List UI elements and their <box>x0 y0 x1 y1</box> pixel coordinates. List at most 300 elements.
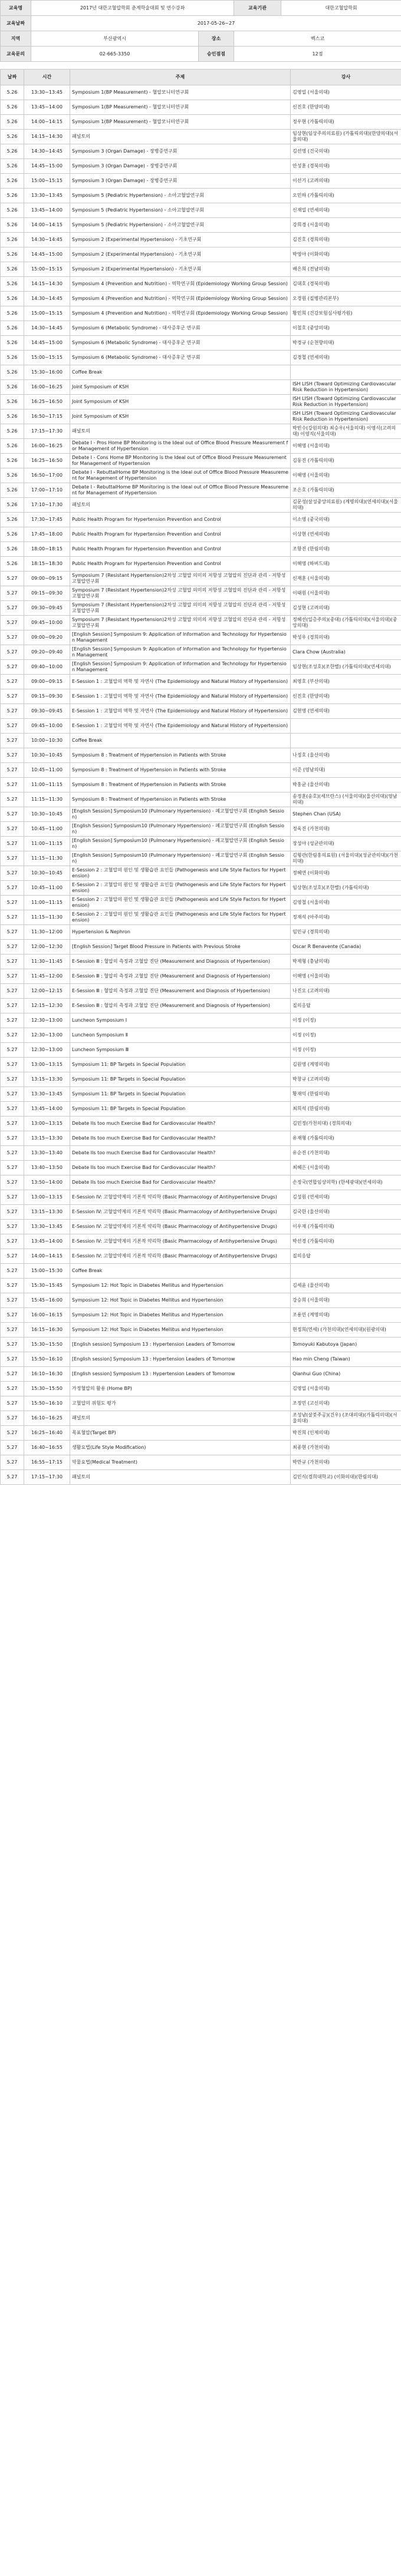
table-row <box>1 395 401 409</box>
table-row <box>1 851 401 866</box>
row-date: 5.27 <box>1 601 24 616</box>
table-row <box>1 1337 401 1352</box>
row-topic: E-Session 1 : 고혈압의 역학 및 자연사 (The Epidemiology and Natural History of Hypertension) <box>70 689 291 704</box>
table-row <box>1 189 401 203</box>
row-speaker: 신재일 (연세의대) <box>291 203 401 218</box>
row-date: 5.27 <box>1 792 24 807</box>
row-speaker: Clara Chow (Australia) <box>291 645 401 660</box>
table-row <box>1 1264 401 1279</box>
row-time: 13:15~13:30 <box>24 1131 70 1146</box>
row-topic: E-Session IV: 고혈압약제의 기본적 약리학 (Basic Pharmacology of Antihypertensive Drugs) <box>70 1205 291 1220</box>
row-date: 5.27 <box>1 1043 24 1058</box>
row-time: 16:15~16:30 <box>24 1323 70 1337</box>
row-date: 5.27 <box>1 837 24 851</box>
table-row <box>1 513 401 527</box>
table-row <box>1 85 401 100</box>
row-topic: Symposium 3 (Organ Damage) - 장병증연구회 <box>70 174 291 189</box>
row-speaker: 이준 (영남의대) <box>291 763 401 778</box>
row-speaker: 질의응답 <box>291 999 401 1013</box>
row-time: 17:45~18:00 <box>24 527 70 542</box>
row-date: 5.27 <box>1 763 24 778</box>
row-speaker: 이해영 (하버드대) <box>291 557 401 572</box>
table-row <box>1 1043 401 1058</box>
row-topic: Debate IIs too much Exercise Bad for Cardiovascular Health? <box>70 1175 291 1190</box>
row-topic: Symposium 1(BP Measurement) - 혈압모니터연구회 <box>70 115 291 130</box>
row-topic: Symposium 11: BP Targets in Special Population <box>70 1072 291 1087</box>
row-topic: Symposium 7 (Resistant Hypertension)2차성 고혈압 의미의 저항성 고혈압의 진단과 관리 - 저항성고혈압연구회 <box>70 616 291 630</box>
row-time: 11:30~11:45 <box>24 955 70 969</box>
table-row <box>1 896 401 910</box>
row-time: 15:00~15:15 <box>24 262 70 277</box>
schedule-table <box>0 69 401 1485</box>
row-speaker: 이정 (이정) <box>291 1043 401 1058</box>
row-speaker: 손정국(연합임상의학) (한세광대)(연세의대) <box>291 1175 401 1190</box>
row-speaker: 임상현(조성호)(조한별) (가톨릭의대) <box>291 881 401 896</box>
row-date: 5.27 <box>1 1293 24 1308</box>
row-speaker <box>291 734 401 748</box>
row-speaker: Tomoyuki Kabutoya (Japan) <box>291 1337 401 1352</box>
col-header-time: 시간 <box>24 70 70 85</box>
row-speaker: Hao min Cheng (Taiwan) <box>291 1352 401 1367</box>
region-value: 부산광역시 <box>31 31 199 47</box>
row-speaker: 박영아 (이화의대) <box>291 247 401 262</box>
row-speaker: 최영호 (부산의대) <box>291 675 401 689</box>
row-date: 5.27 <box>1 704 24 719</box>
row-date: 5.26 <box>1 159 24 174</box>
row-topic: Symposium 5 (Pediatric Hypertension) - 소아고혈압연구회 <box>70 218 291 233</box>
row-speaker: 이우재 (가톨릭의대) <box>291 1220 401 1234</box>
row-topic: Luncheon Symposium Ⅲ <box>70 1043 291 1058</box>
row-topic: Coffee Break <box>70 1264 291 1279</box>
row-speaker: 조용민 (계명의대) <box>291 1308 401 1323</box>
row-speaker: 박빈수(강원의대) 최승우(서울의대) 이영식(고려의대) 이영직(서울의대) <box>291 424 401 439</box>
row-topic: Symposium 11: BP Targets in Special Population <box>70 1087 291 1102</box>
row-date: 5.26 <box>1 174 24 189</box>
table-row <box>1 955 401 969</box>
row-date: 5.27 <box>1 896 24 910</box>
table-row <box>1 1146 401 1161</box>
row-speaker: 이선기 (고려의대) <box>291 174 401 189</box>
row-topic: Debate I - RebuttalHome BP Monitoring is the Ideal out of Office Blood Pressure Measurement for Management of Hypertension <box>70 468 291 483</box>
row-date: 5.27 <box>1 1411 24 1426</box>
table-row <box>1 630 401 645</box>
row-time: 16:50~17:15 <box>24 409 70 424</box>
table-row <box>1 1382 401 1396</box>
row-date: 5.27 <box>1 822 24 837</box>
row-speaker: 김성현 (고려의대) <box>291 601 401 616</box>
table-row <box>1 910 401 925</box>
row-speaker: 이정 (이정) <box>291 1013 401 1028</box>
row-topic: Coffee Break <box>70 734 291 748</box>
row-topic: 고혈압의 위험도 평가 <box>70 1396 291 1411</box>
table-row <box>1 542 401 557</box>
row-time: 14:30~14:45 <box>24 144 70 159</box>
table-row <box>1 277 401 292</box>
row-topic: Public Health Program for Hypertension Prevention and Control <box>70 527 291 542</box>
row-topic: Symposium 12: Hot Topic in Diabetes Mellitus and Hypertension <box>70 1293 291 1308</box>
row-topic: Public Health Program for Hypertension Prevention and Control <box>70 513 291 527</box>
row-topic: E-Session Ⅲ : 혈압의 측정과 고혈압 진단 (Measurement and Diagnosis of Hypertension) <box>70 969 291 984</box>
table-row <box>1 306 401 321</box>
row-speaker: 박창규 (고려의대) <box>291 1072 401 1087</box>
row-time: 13:30~13:40 <box>24 1146 70 1161</box>
row-topic: Symposium 4 (Prevention and Nutrition) - 역학연구회 (Epidemiology Working Group Session) <box>70 292 291 306</box>
row-time: 13:40~13:50 <box>24 1161 70 1175</box>
row-speaker: 조성남(살붓주공)(건우) (조대의대)(가톨릭의대)(서울의대) <box>291 1411 401 1426</box>
row-topic: [English Session] Symposium 9: Application of Information and Technology for Hypertension Management <box>70 645 291 660</box>
row-date: 5.27 <box>1 1352 24 1367</box>
row-time: 13:30~13:45 <box>24 189 70 203</box>
row-speaker: 정재석 (아주의대) <box>291 910 401 925</box>
row-speaker: 김민정(가천의대) (경희의대) <box>291 1117 401 1131</box>
row-time: 18:15~18:30 <box>24 557 70 572</box>
table-row <box>1 1161 401 1175</box>
row-date: 5.27 <box>1 1234 24 1249</box>
row-date: 5.27 <box>1 1441 24 1455</box>
table-row <box>1 1205 401 1220</box>
table-row <box>1 159 401 174</box>
row-date: 5.26 <box>1 365 24 380</box>
row-speaker: 조은호 (가톨릭의대) <box>291 483 401 498</box>
row-topic: E-Session 2 : 고혈압의 원인 및 생활습관 요인들 (Pathogenesis and Life Style Factors for Hypertension) <box>70 896 291 910</box>
row-time: 11:30~12:00 <box>24 925 70 940</box>
table-row <box>1 925 401 940</box>
row-topic: Luncheon Symposium Ⅱ <box>70 1028 291 1043</box>
row-speaker: 정욱진 (가천의대) <box>291 822 401 837</box>
row-speaker <box>291 719 401 734</box>
row-time: 13:45~14:00 <box>24 203 70 218</box>
table-row <box>1 557 401 572</box>
table-row <box>1 1455 401 1470</box>
row-speaker: 이해영 (서울의대) <box>291 969 401 984</box>
row-topic: Symposium 2 (Experimental Hypertension) - 기초연구회 <box>70 233 291 247</box>
row-time: 14:45~15:00 <box>24 247 70 262</box>
row-time: 13:45~14:00 <box>24 1234 70 1249</box>
row-speaker: 이해영 (서울의대) <box>291 439 401 454</box>
row-topic: [English Session] Symposium10 (Pulmonary Hypertension) - 폐고혈압연구회 (English Session) <box>70 822 291 837</box>
row-date: 5.27 <box>1 1161 24 1175</box>
row-time: 12:30~13:00 <box>24 1043 70 1058</box>
table-row <box>1 704 401 719</box>
row-date: 5.27 <box>1 586 24 601</box>
row-speaker: 유재형 (가톨릭의대) <box>291 1131 401 1146</box>
row-date: 5.26 <box>1 85 24 100</box>
table-row <box>1 1352 401 1367</box>
table-row <box>1 1279 401 1293</box>
table-row <box>1 365 401 380</box>
row-topic: Symposium 11: BP Targets in Special Population <box>70 1058 291 1072</box>
row-time: 13:30~13:45 <box>24 1220 70 1234</box>
row-time: 10:30~10:45 <box>24 807 70 822</box>
table-row <box>1 203 401 218</box>
row-date: 5.27 <box>1 1396 24 1411</box>
table-row <box>1 689 401 704</box>
row-speaker: 오민하 (가톨릭의대) <box>291 189 401 203</box>
row-time: 15:30~15:50 <box>24 1382 70 1396</box>
row-topic: Symposium 12: Hot Topic in Diabetes Mellitus and Hypertension <box>70 1308 291 1323</box>
row-speaker: 현정희(연세) (가천의대)(연세의대)(원광의대) <box>291 1323 401 1337</box>
row-time: 12:00~12:15 <box>24 984 70 999</box>
row-date: 5.26 <box>1 306 24 321</box>
row-time: 10:45~11:00 <box>24 881 70 896</box>
row-speaker: 오경원 (질병관리본부) <box>291 292 401 306</box>
row-topic: Symposium 7 (Resistant Hypertension)2차성 고혈압 의미의 저항성 고혈압의 진단과 관리 - 저항성고혈압연구회 <box>70 601 291 616</box>
row-topic: Symposium 11: BP Targets in Special Population <box>70 1102 291 1117</box>
row-date: 5.27 <box>1 866 24 881</box>
row-speaker: 김현영 (연세의대) <box>291 704 401 719</box>
row-date: 5.27 <box>1 572 24 586</box>
row-date: 5.27 <box>1 645 24 660</box>
row-speaker: 임민규 (경희의대) <box>291 925 401 940</box>
col-header-speaker: 강사 <box>291 70 401 85</box>
row-time: 15:50~16:10 <box>24 1396 70 1411</box>
row-time: 14:15~14:30 <box>24 130 70 144</box>
row-date: 5.27 <box>1 881 24 896</box>
row-speaker: 정혜연 (이화의대) <box>291 866 401 881</box>
table-row <box>1 866 401 881</box>
row-time: 11:00~11:15 <box>24 896 70 910</box>
row-topic: Debate IIs too much Exercise Bad for Cardiovascular Health? <box>70 1161 291 1175</box>
row-time: 15:45~16:00 <box>24 1293 70 1308</box>
row-speaker: 이해영 (서울의대) <box>291 468 401 483</box>
row-speaker: 장성아 (성균관의대) <box>291 837 401 851</box>
row-topic: 패널토의 <box>70 130 291 144</box>
row-time: 09:15~09:30 <box>24 586 70 601</box>
date-label: 교육날짜 <box>1 16 31 31</box>
row-speaker: 나정호 (울산의대) <box>291 748 401 763</box>
row-time: 17:00~17:10 <box>24 483 70 498</box>
table-row <box>1 321 401 336</box>
row-topic: Luncheon Symposium Ⅰ <box>70 1013 291 1028</box>
row-topic: 가정혈압의 활용 (Home BP) <box>70 1382 291 1396</box>
row-speaker: ISH LISH (Toward Optimizing Cardiovascular Risk Reduction in Hypertension) <box>291 409 401 424</box>
row-topic: E-Session 1 : 고혈압의 역학 및 자연사 (The Epidemiology and Natural History of Hypertension) <box>70 719 291 734</box>
row-date: 5.26 <box>1 468 24 483</box>
table-row <box>1 999 401 1013</box>
row-topic: [English session] Symposium 13 : Hypertension Leaders of Tomorrow <box>70 1337 291 1352</box>
row-topic: Symposium 2 (Experimental Hypertension) - 기초연구회 <box>70 262 291 277</box>
row-speaker: 신재훈 (서울의대) <box>291 572 401 586</box>
row-date: 5.27 <box>1 1117 24 1131</box>
table-row <box>1 572 401 586</box>
table-row <box>1 1411 401 1426</box>
table-row <box>1 1102 401 1117</box>
row-time: 11:45~12:00 <box>24 969 70 984</box>
table-row <box>1 660 401 675</box>
table-row <box>1 1249 401 1264</box>
row-date: 5.27 <box>1 1013 24 1028</box>
row-time: 11:00~11:15 <box>24 778 70 792</box>
row-time: 15:30~15:45 <box>24 1279 70 1293</box>
row-date: 5.27 <box>1 1058 24 1072</box>
row-speaker: 최혜은 (서울의대) <box>291 1161 401 1175</box>
row-date: 5.26 <box>1 233 24 247</box>
row-speaker: 이소영 (중국의대) <box>291 513 401 527</box>
row-topic: Public Health Program for Hypertension Prevention and Control <box>70 542 291 557</box>
table-row <box>1 1293 401 1308</box>
row-time: 13:45~14:00 <box>24 1102 70 1117</box>
row-time: 09:45~10:00 <box>24 719 70 734</box>
table-row <box>1 822 401 837</box>
row-date: 5.27 <box>1 984 24 999</box>
row-date: 5.26 <box>1 130 24 144</box>
table-row <box>1 1234 401 1249</box>
table-row <box>1 645 401 660</box>
row-topic: Symposium 6 (Metabolic Syndrome) - 대사증후군 연구회 <box>70 336 291 351</box>
row-date: 5.27 <box>1 1146 24 1161</box>
table-row <box>1 1323 401 1337</box>
row-speaker: 박경규 (순천향의대) <box>291 336 401 351</box>
row-topic: E-Session 1 : 고혈압의 역학 및 자연사 (The Epidemiology and Natural History of Hypertension) <box>70 704 291 719</box>
row-date: 5.27 <box>1 1190 24 1205</box>
course-name: 2017년 대한고혈압학회 춘계학술대회 및 연수강좌 <box>31 1 234 16</box>
row-topic: 생활요법(Life Style Modification) <box>70 1441 291 1455</box>
row-topic: Symposium 3 (Organ Damage) - 장병증연구회 <box>70 159 291 174</box>
row-date: 5.26 <box>1 351 24 365</box>
table-row <box>1 969 401 984</box>
row-time: 16:50~17:00 <box>24 468 70 483</box>
row-date: 5.26 <box>1 336 24 351</box>
row-time: 09:00~09:15 <box>24 675 70 689</box>
row-speaker: 유순진 (가천의대) <box>291 1146 401 1161</box>
row-date: 5.27 <box>1 1455 24 1470</box>
course-info-table <box>0 0 401 62</box>
row-date: 5.26 <box>1 513 24 527</box>
table-row <box>1 719 401 734</box>
row-topic: 패널토의 <box>70 1411 291 1426</box>
row-topic: Debate IIs too much Exercise Bad for Cardiovascular Health? <box>70 1117 291 1131</box>
row-date: 5.27 <box>1 925 24 940</box>
row-topic: E-Session IV: 고혈압약제의 기본적 약리학 (Basic Pharmacology of Antihypertensive Drugs) <box>70 1234 291 1249</box>
col-header-topic: 주제 <box>70 70 291 85</box>
row-topic: 패널토의 <box>70 498 291 513</box>
row-topic: Coffee Break <box>70 365 291 380</box>
row-time: 16:55~17:15 <box>24 1455 70 1470</box>
row-date: 5.27 <box>1 1308 24 1323</box>
table-row <box>1 292 401 306</box>
row-date: 5.27 <box>1 1470 24 1485</box>
row-topic: E-Session Ⅲ : 혈압의 측정과 고혈압 진단 (Measurement and Diagnosis of Hypertension) <box>70 984 291 999</box>
table-row <box>1 1028 401 1043</box>
row-date: 5.27 <box>1 675 24 689</box>
row-topic: Symposium 12: Hot Topic in Diabetes Mellitus and Hypertension <box>70 1323 291 1337</box>
row-speaker <box>291 1264 401 1279</box>
row-topic: Symposium 8 : Treatment of Hypertension in Patients with Stroke <box>70 763 291 778</box>
row-date: 5.27 <box>1 1028 24 1043</box>
row-date: 5.27 <box>1 1367 24 1382</box>
row-topic: E-Session 2 : 고혈압의 원인 및 생활습관 요인들 (Pathogenesis and Life Style Factors for Hypertension) <box>70 881 291 896</box>
row-time: 09:00~09:20 <box>24 630 70 645</box>
table-row <box>1 409 401 424</box>
region-label: 지역 <box>1 31 31 47</box>
row-speaker: 김민식(경희대학교) (이화의대)(한림의대) <box>291 1470 401 1485</box>
table-row <box>1 130 401 144</box>
row-speaker: 황재익 (한림의대) <box>291 1087 401 1102</box>
row-topic: Symposium 7 (Resistant Hypertension)2차성 고혈압 의미의 저항성 고혈압의 진단과 관리 - 저항성고혈압연구회 <box>70 572 291 586</box>
table-row <box>1 1117 401 1131</box>
col-header-date: 날짜 <box>1 70 24 85</box>
row-time: 12:00~12:30 <box>24 940 70 955</box>
row-topic: Symposium 2 (Experimental Hypertension) - 기초연구회 <box>70 247 291 262</box>
table-row <box>1 792 401 807</box>
row-date: 5.27 <box>1 1175 24 1190</box>
table-row <box>1 144 401 159</box>
table-row <box>1 1131 401 1146</box>
row-time: 16:10~16:30 <box>24 1367 70 1382</box>
table-row <box>1 675 401 689</box>
table-row <box>1 778 401 792</box>
row-time: 13:45~14:00 <box>24 100 70 115</box>
row-time: 11:15~11:30 <box>24 910 70 925</box>
credit-label: 승인점점 <box>199 47 234 62</box>
table-row <box>1 424 401 439</box>
row-topic: Debate IIs too much Exercise Bad for Cardiovascular Health? <box>70 1146 291 1161</box>
row-date: 5.26 <box>1 542 24 557</box>
row-speaker: 안성훈 (경북의대) <box>291 159 401 174</box>
row-speaker: 황민희 (건강보험심사평가원) <box>291 306 401 321</box>
row-time: 12:15~12:30 <box>24 999 70 1013</box>
row-speaker: 정우현 (가톨릭의대) <box>291 115 401 130</box>
row-date: 5.27 <box>1 1426 24 1441</box>
row-time: 09:30~09:45 <box>24 601 70 616</box>
table-row <box>1 984 401 999</box>
row-time: 15:50~16:10 <box>24 1352 70 1367</box>
row-topic: 패널토의 <box>70 424 291 439</box>
row-date: 5.27 <box>1 660 24 675</box>
row-date: 5.26 <box>1 262 24 277</box>
row-date: 5.27 <box>1 999 24 1013</box>
row-speaker: 박제형 (충남의대) <box>291 955 401 969</box>
course-label: 교육명 <box>1 1 31 16</box>
row-time: 15:00~15:30 <box>24 1264 70 1279</box>
row-time: 14:45~15:00 <box>24 336 70 351</box>
row-speaker: 김원영 (계명의대) <box>291 1058 401 1072</box>
row-date: 5.26 <box>1 277 24 292</box>
row-date: 5.27 <box>1 1205 24 1220</box>
row-topic: 약물요법(Medical Treatment) <box>70 1455 291 1470</box>
table-row <box>1 586 401 601</box>
table-row <box>1 1308 401 1323</box>
row-date: 5.27 <box>1 778 24 792</box>
row-date: 5.27 <box>1 910 24 925</box>
table-row <box>1 262 401 277</box>
table-row <box>1 218 401 233</box>
table-row <box>1 601 401 616</box>
row-time: 14:00~14:15 <box>24 115 70 130</box>
row-speaker: 질의응답 <box>291 1249 401 1264</box>
row-time: 18:00~18:15 <box>24 542 70 557</box>
row-topic: Symposium 6 (Metabolic Syndrome) - 대사증후군 연구회 <box>70 351 291 365</box>
row-date: 5.27 <box>1 689 24 704</box>
table-row <box>1 468 401 483</box>
row-time: 13:00~13:15 <box>24 1117 70 1131</box>
row-time: 17:30~17:45 <box>24 513 70 527</box>
table-row <box>1 1190 401 1205</box>
row-date: 5.26 <box>1 409 24 424</box>
row-speaker: 김영철 (서울의대) <box>291 896 401 910</box>
row-time: 10:45~11:00 <box>24 822 70 837</box>
row-speaker: 박진희 (인제의대) <box>291 1426 401 1441</box>
row-date: 5.27 <box>1 1131 24 1146</box>
table-row <box>1 380 401 395</box>
row-time: 11:15~11:30 <box>24 851 70 866</box>
row-topic: Joint Symposium of KSH <box>70 380 291 395</box>
row-date: 5.26 <box>1 380 24 395</box>
row-date: 5.27 <box>1 1264 24 1279</box>
table-row <box>1 100 401 115</box>
table-row <box>1 1087 401 1102</box>
row-speaker: 박성우 (경희의대) <box>291 630 401 645</box>
